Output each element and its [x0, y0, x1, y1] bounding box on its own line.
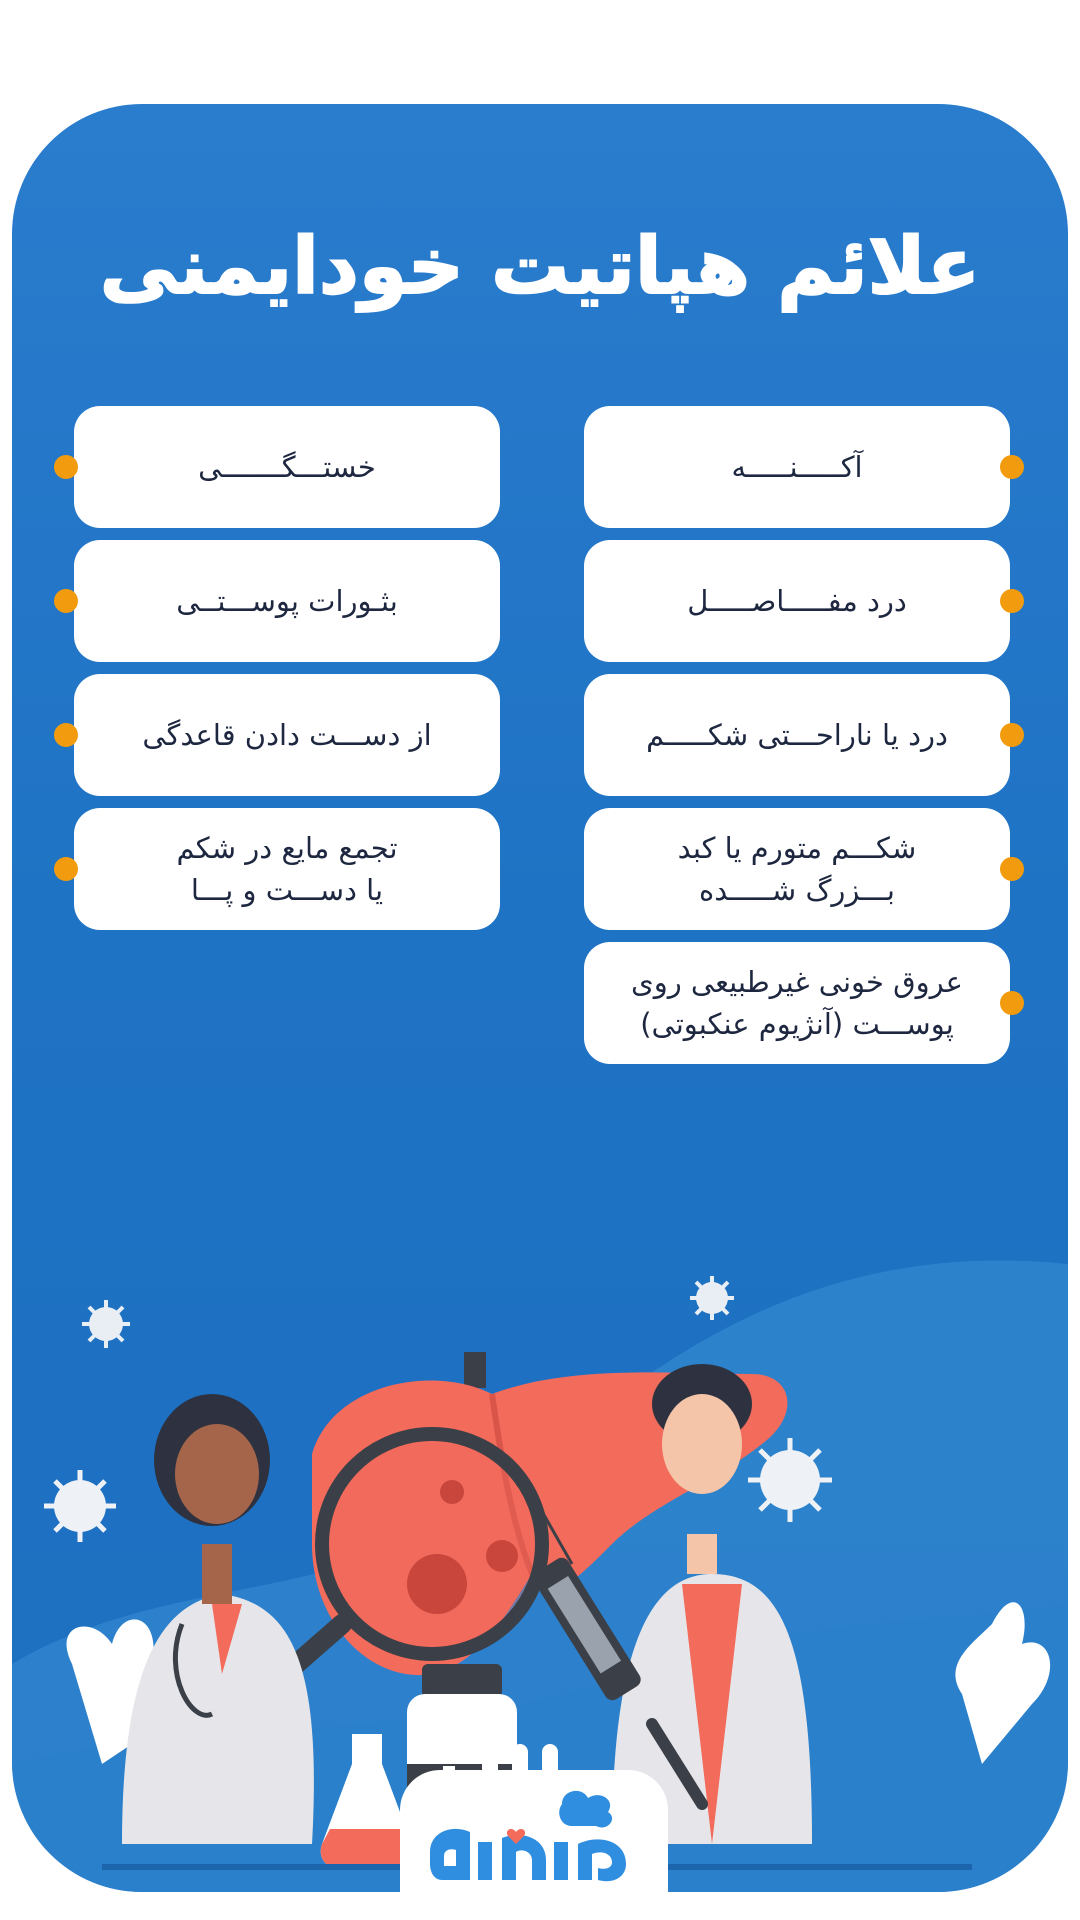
bullet-dot: [1000, 723, 1024, 747]
symptom-box-skin-rash: [74, 540, 500, 662]
bullet-dot: [54, 455, 78, 479]
symptom-text: درد مفـــــاصـــــل: [687, 584, 907, 618]
page-title: علائم هپاتیت خودایمنی: [99, 222, 981, 312]
symptom-text: آکـــــنـــــه: [731, 450, 863, 484]
symptom-box-fluid-retention: [74, 808, 500, 930]
darmankade-logo: [412, 1782, 656, 1902]
bullet-dot: [54, 857, 78, 881]
virus-icon: [82, 1300, 130, 1348]
bullet-dot: [54, 723, 78, 747]
virus-icon: [748, 1438, 832, 1522]
cloud-icon: [559, 1791, 612, 1828]
virus-icon: [690, 1276, 734, 1320]
bullet-dot: [1000, 589, 1024, 613]
symptom-box-amenorrhea: [74, 674, 500, 796]
symptom-text: عروق خونی غیرطبیعی روی: [631, 965, 963, 999]
symptom-text: بثـورات پوســـتــی: [176, 584, 398, 618]
symptom-text: بـــزرگ شـــــده: [699, 873, 895, 907]
symptom-text: شکـــم متورم یا کبد: [677, 831, 917, 865]
bullet-dot: [54, 589, 78, 613]
symptom-text: تجمع مایع در شکم: [176, 831, 398, 865]
symptom-text: پوســـت (آنژیوم عنکبوتی): [640, 1007, 954, 1041]
bullet-dot: [1000, 455, 1024, 479]
symptom-box-fatigue: [74, 406, 500, 528]
virus-icon: [44, 1470, 116, 1542]
bullet-dot: [1000, 857, 1024, 881]
symptom-text: خستـــگـــــــی: [198, 450, 376, 484]
symptom-box-abdominal-pain: [584, 674, 1010, 796]
symptom-box-acne: [584, 406, 1010, 528]
symptom-text: یا دســـت و پـــا: [190, 873, 384, 907]
symptom-box-spider-angioma: [584, 942, 1010, 1064]
symptom-box-swollen-abdomen: [584, 808, 1010, 930]
symptom-text: درد یا ناراحـــتی شکـــــم: [646, 718, 948, 752]
bullet-dot: [1000, 991, 1024, 1015]
symptom-text: از دســـت دادن قاعدگی: [142, 718, 432, 752]
symptom-box-joint-pain: [584, 540, 1010, 662]
infographic-card: [12, 104, 1068, 1892]
